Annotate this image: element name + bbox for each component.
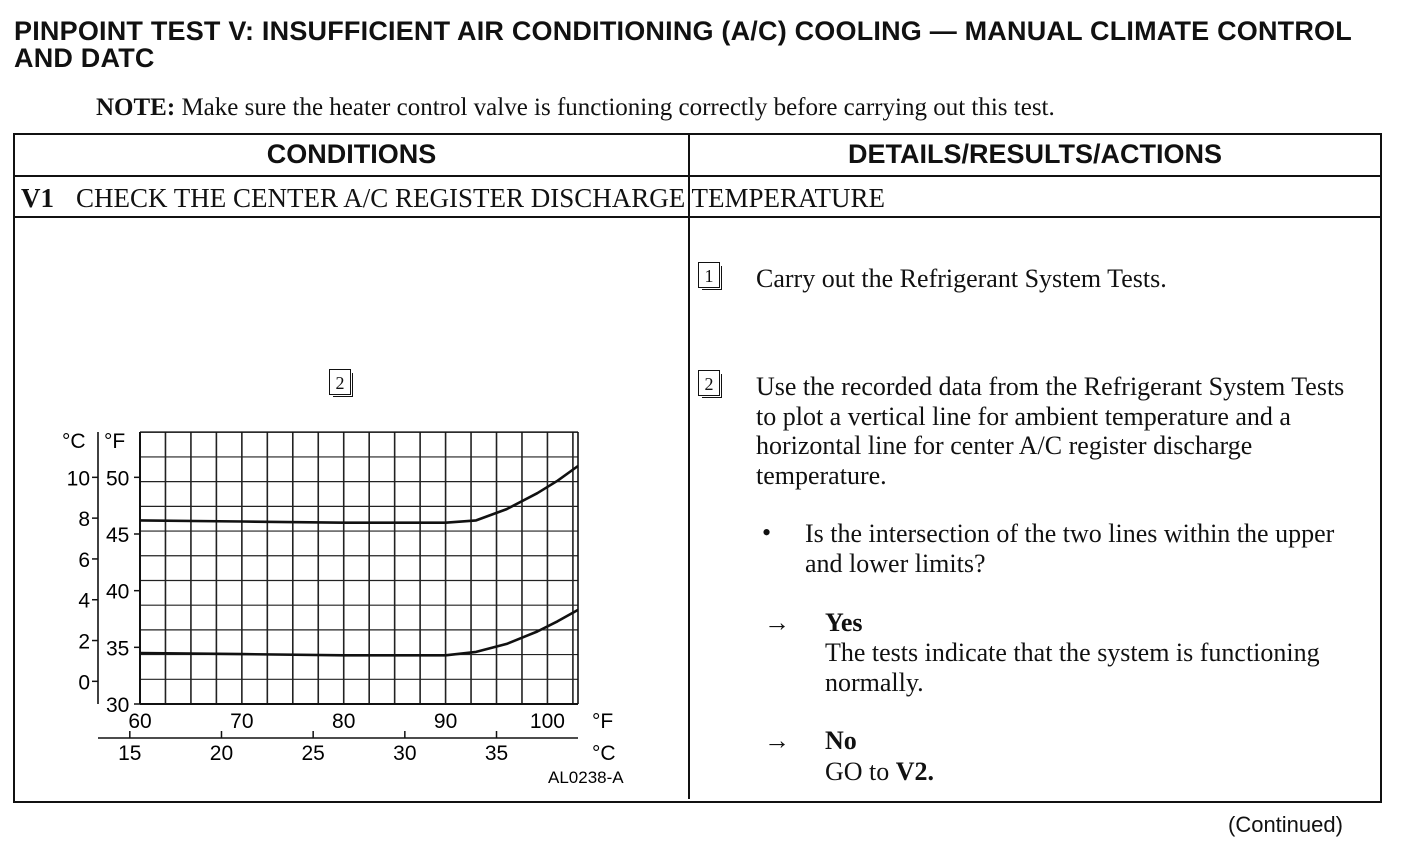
y-tick-label-f: 50 (106, 467, 130, 491)
bullet: • (762, 518, 772, 547)
chart-grid (140, 432, 578, 704)
figure-id: AL0238-A (548, 768, 624, 787)
page-title: PINPOINT TEST V: INSUFFICIENT AIR CONDITIONING (A/C) COOLING — MANUAL CLIMATE CONTROL AND DATC (14, 16, 1352, 73)
y-tick-label-c: 10 (66, 467, 90, 491)
continued-label: (Continued) (1228, 812, 1343, 837)
x-unit-secondary: °C (592, 742, 616, 765)
y-unit-left: °C (62, 430, 86, 453)
step-id: V1 (21, 183, 54, 213)
x-tick-label-c: 25 (301, 742, 325, 765)
no-arrow: → (764, 726, 790, 755)
chart-series (140, 466, 578, 655)
conditions-header: CONDITIONS (266, 139, 437, 169)
x-tick-label-c: 20 (209, 742, 234, 765)
y-unit-right: °F (104, 430, 126, 453)
lower-limit-line (140, 610, 578, 655)
yes-label: Yes (825, 608, 863, 637)
y-tick-label-c: 4 (78, 589, 90, 613)
step-title: CHECK THE CENTER A/C REGISTER DISCHARGE TEMPERATURE (76, 183, 886, 213)
no-text: GO to (825, 757, 890, 786)
step-1-text: Carry out the Refrigerant System Tests. (756, 264, 1167, 293)
y-tick-label-f: 40 (106, 580, 130, 604)
x-tick-label-c: 30 (393, 742, 417, 765)
y-tick-label-c: 2 (78, 630, 90, 654)
y-tick-label-c: 6 (78, 548, 90, 572)
x-tick-label-f: 60 (128, 710, 152, 733)
x-tick-label-f: 70 (230, 710, 254, 733)
x-tick-label-c: 15 (118, 742, 142, 765)
x-tick-label-f: 90 (433, 710, 458, 733)
note-text: Make sure the heater control valve is functioning correctly before carrying out this test. (181, 94, 1055, 121)
no-label: No (825, 726, 857, 755)
x-tick-label-f: 100 (529, 710, 565, 733)
no-target: V2. (895, 757, 935, 786)
upper-limit-line (140, 466, 578, 523)
y-tick-label-f: 30 (106, 694, 130, 717)
step-2-text: Use the recorded data from the Refrigerant System Tests to plot a vertical line for ambient temperature and a horizontal line for center A/C register discharge temperature. (756, 372, 1345, 490)
yes-text: The tests indicate that the system is functioning normally. (825, 638, 1320, 697)
step-2-number: 2 (698, 370, 720, 396)
y-tick-label-c: 0 (78, 671, 90, 695)
y-tick-label-c: 8 (78, 508, 90, 532)
x-unit-primary: °F (592, 710, 614, 733)
details-header: DETAILS/RESULTS/ACTIONS (847, 139, 1222, 169)
question-text: Is the intersection of the two lines within the upper and lower limits? (805, 519, 1335, 578)
note-label: NOTE: (96, 94, 176, 121)
y-tick-label-f: 45 (106, 524, 130, 547)
yes-arrow: → (764, 608, 790, 637)
figure-callout: 2 (329, 369, 351, 395)
step-1-number: 1 (698, 262, 720, 288)
x-tick-label-c: 35 (484, 742, 509, 765)
x-tick-label-f: 80 (332, 710, 356, 733)
y-tick-label-f: 35 (106, 637, 130, 661)
